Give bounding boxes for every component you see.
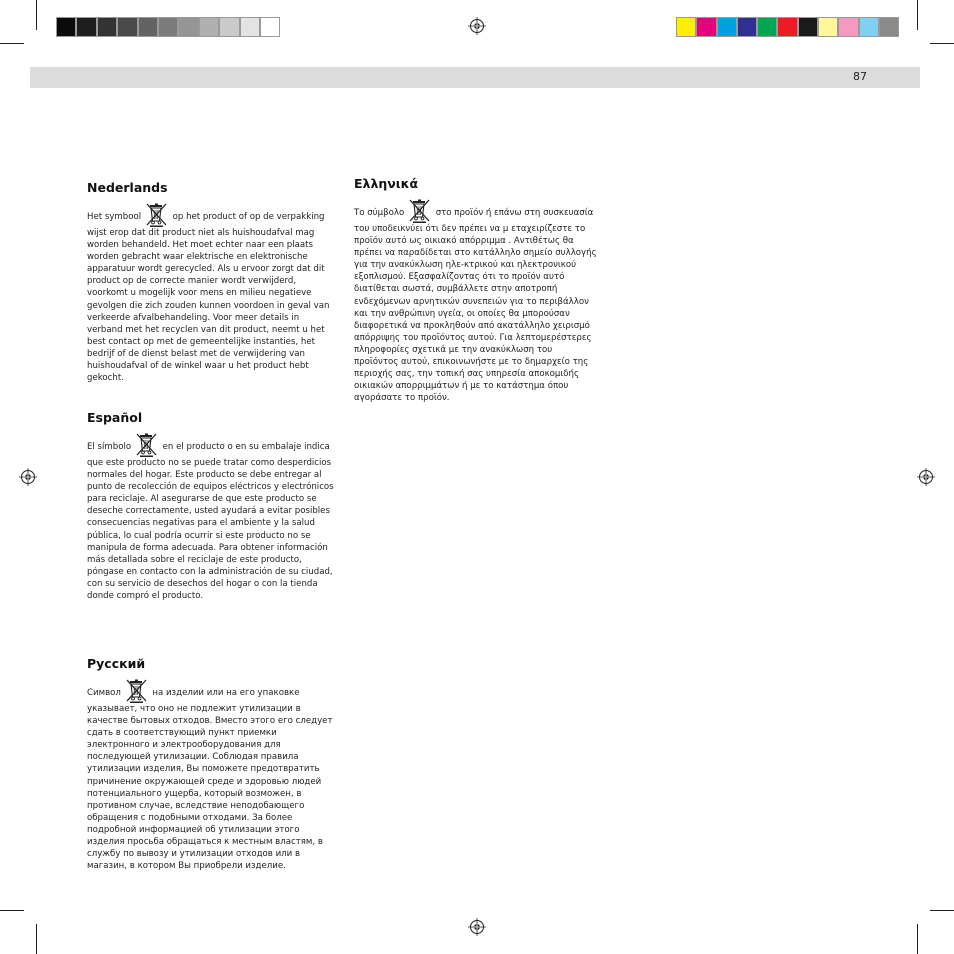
body-text: на изделии или на его упаковке указывает, что оно не подлежит утилизации в качестве бытовых отходов. Вместо этого его следует сдать в соответствующий пункт приемки электронного и электрооборудования для последующей утилизации. Соблюдая правила утилизации изделия, Вы поможете предотвратить причинение окружающей среде и здоровью людей потенциального ущерба, который возможен, в противном случае, вследствие неподобающего обращения с подобными отходами. За более подробной информацией об утилизации этого изделия просьба обращаться к местным властям, в службу по вывозу и утилизации отходов или в магазин, в котором Вы приобрели изделие. [87,688,333,872]
section-body [87,433,335,602]
crossed-out-wheelie-bin-icon [125,679,149,703]
color-swatch [818,17,838,37]
gray-swatch [260,17,280,37]
section-nederlands [87,180,334,384]
section-heading: Русский [87,656,146,671]
gray-swatch [219,17,239,37]
section-body [87,203,334,384]
lead-text: Το σύμβολο [354,208,405,218]
gray-swatch [76,17,96,37]
section-heading: Español [87,410,143,425]
crossed-out-wheelie-bin-icon [135,433,159,457]
gray-swatch [199,17,219,37]
crossed-out-wheelie-bin-icon [145,203,169,227]
section-heading: Nederlands [87,180,168,195]
section-espanol [87,410,335,602]
color-bar [676,17,899,37]
crop-mark [930,910,954,911]
page-number: 87 [853,70,867,83]
gray-swatch [158,17,178,37]
crop-mark [36,924,37,954]
color-swatch [859,17,879,37]
color-swatch [757,17,777,37]
crop-mark [917,0,918,30]
color-swatch [798,17,818,37]
color-swatch [717,17,737,37]
section-russkiy [87,656,333,872]
crossed-out-wheelie-bin-icon [408,199,432,223]
crop-mark [0,43,24,44]
crop-mark [0,910,24,911]
color-swatch [696,17,716,37]
section-ellinika [354,176,598,404]
gray-swatch [178,17,198,37]
section-heading: Ελληνικά [354,176,419,191]
gray-swatch [117,17,137,37]
color-swatch [737,17,757,37]
lead-text: Символ [87,688,121,698]
color-swatch [676,17,696,37]
gray-swatch [138,17,158,37]
crop-mark [917,924,918,954]
registration-mark-icon [19,468,37,486]
section-body [87,679,333,872]
lead-text: Het symbool [87,212,142,222]
registration-mark-icon [468,918,486,936]
crop-mark [930,43,954,44]
section-body [354,199,598,404]
gray-swatch [56,17,76,37]
gray-swatch [97,17,117,37]
gray-swatch [240,17,260,37]
lead-text: El símbolo [87,442,132,452]
color-swatch [879,17,899,37]
body-text: en el producto o en su embalaje indica que este producto no se puede tratar como desperdicios normales del hogar. Este producto se debe entregar al punto de recolección de equipos eléctricos y electrónicos para reciclaje. Al asegurarse de que este producto se deseche correctamente, usted ayudará a evitar posibles consecuencias negativas para el ambiente y la salud pública, lo cual podría ocurrir si este producto no se manipula de forma adecuada. Para obtener información más detallada sobre el reciclaje de este producto, póngase en contacto con la administración de su ciudad, con su servicio de desechos del hogar o con la tienda donde compró el producto. [87,442,334,602]
body-text: op het product of op de verpakking wijst erop dat dit product niet als huishoudafval mag worden behandeld. Het moet echter naar een plaats worden gebracht waar elektrische en elektronische apparatuur wordt gerecycled. Als u ervoor zorgt dat dit product op de correcte manier wordt verwijderd, voorkomt u mogelijk voor mens en milieu negatieve gevolgen die zich zouden kunnen voordoen in geval van verkeerde afvalbehandeling. Voor meer details in verband met het recyclen van dit product, neemt u het best contact op met de gemeentelijke instanties, het bedrijf of de dienst belast met de verwijdering van huishoudafval of de winkel waar u het product hebt gekocht. [87,212,330,384]
header-bar [30,67,920,88]
body-text: στο προϊόν ή επάνω στη συσκευασία του υποδεικνύει ότι δεν πρέπει να μ εταχειρίζεστε το προϊόν αυτό ως οικιακό απόρριμμα . Αντιθέτως θα πρέπει να παραδίδεται στο κατάλληλο σημείο συλλογής για την ανακύκλωση ηλε-κτρικού και ηλεκτρονικού εξοπλισμού. Εξασφαλίζοντας ότι το προϊόν αυτό διατίθεται σωστά, συμβάλλετε στην αποτροπή ενδεχόμενων αρνητικών συνεπειών για το περιβάλλον και την ανθρώπινη υγεία, οι οποίες θα μπορούσαν διαφορετικά να προκληθούν από ακατάλληλο χειρισμό απόρριψης του προϊόντος αυτού. Για λεπτομερέστερες πληροφορίες σχετικά με την ανακύκλωση του προϊόντος αυτού, επικοινωνήστε με το δημαρχείο της περιοχής σας, την τοπική σας υπηρεσία αποκομιδής οικιακών απορριμμάτων ή με το κατάστημα όπου αγοράσατε το προϊόν. [354,208,597,404]
color-swatch [838,17,858,37]
registration-mark-icon [917,468,935,486]
registration-mark-icon [468,17,486,35]
color-swatch [777,17,797,37]
grayscale-bar [56,17,280,37]
crop-mark [36,0,37,30]
